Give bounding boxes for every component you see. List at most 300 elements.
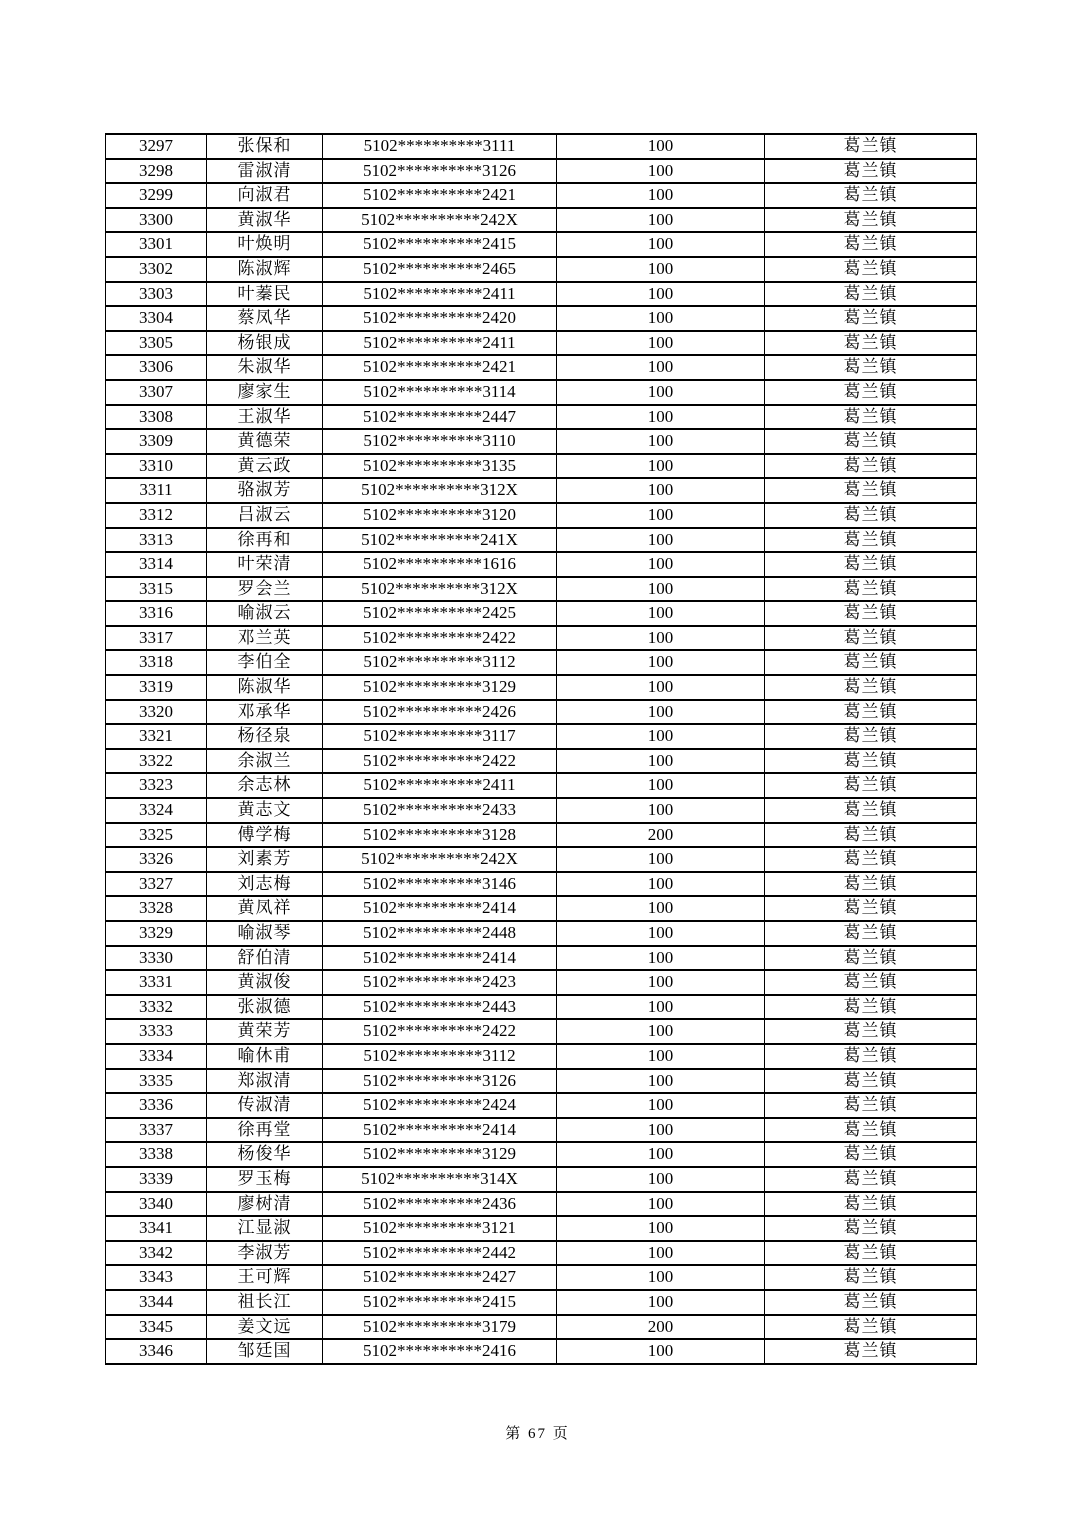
cell-amount: 100 [557, 1192, 765, 1217]
cell-person-name: 吕淑云 [207, 503, 323, 528]
cell-serial-number: 3299 [106, 183, 207, 208]
cell-masked-id: 5102**********3120 [323, 503, 557, 528]
cell-masked-id: 5102**********2421 [323, 183, 557, 208]
cell-town: 葛兰镇 [765, 1265, 977, 1290]
cell-amount: 100 [557, 478, 765, 503]
table-row [106, 355, 977, 380]
cell-amount: 100 [557, 872, 765, 897]
cell-amount: 100 [557, 552, 765, 577]
cell-amount: 100 [557, 970, 765, 995]
cell-amount: 100 [557, 257, 765, 282]
cell-amount: 100 [557, 1167, 765, 1192]
cell-serial-number: 3320 [106, 700, 207, 725]
cell-masked-id: 5102**********2442 [323, 1241, 557, 1266]
cell-town: 葛兰镇 [765, 1192, 977, 1217]
cell-serial-number: 3323 [106, 773, 207, 798]
cell-amount: 100 [557, 429, 765, 454]
cell-person-name: 余志林 [207, 773, 323, 798]
cell-person-name: 向淑君 [207, 183, 323, 208]
cell-town: 葛兰镇 [765, 331, 977, 356]
cell-masked-id: 5102**********312X [323, 478, 557, 503]
cell-serial-number: 3346 [106, 1339, 207, 1364]
table-row [106, 454, 977, 479]
cell-person-name: 雷淑清 [207, 159, 323, 184]
cell-masked-id: 5102**********2414 [323, 896, 557, 921]
cell-amount: 200 [557, 1315, 765, 1340]
cell-person-name: 江显淑 [207, 1216, 323, 1241]
cell-person-name: 骆淑芳 [207, 478, 323, 503]
cell-town: 葛兰镇 [765, 552, 977, 577]
table-row [106, 1290, 977, 1315]
cell-person-name: 廖树清 [207, 1192, 323, 1217]
page-number-footer: 第 67 页 [505, 1426, 570, 1442]
cell-person-name: 李淑芳 [207, 1241, 323, 1266]
cell-person-name: 祖长江 [207, 1290, 323, 1315]
cell-serial-number: 3328 [106, 896, 207, 921]
cell-amount: 100 [557, 1069, 765, 1094]
cell-serial-number: 3345 [106, 1315, 207, 1340]
table-row [106, 724, 977, 749]
cell-masked-id: 5102**********3128 [323, 823, 557, 848]
cell-person-name: 陈淑华 [207, 675, 323, 700]
table-row [106, 749, 977, 774]
cell-masked-id: 5102**********2426 [323, 700, 557, 725]
cell-serial-number: 3319 [106, 675, 207, 700]
table-row [106, 847, 977, 872]
cell-town: 葛兰镇 [765, 1044, 977, 1069]
table-row [106, 1192, 977, 1217]
cell-amount: 200 [557, 823, 765, 848]
cell-masked-id: 5102**********2415 [323, 232, 557, 257]
cell-serial-number: 3343 [106, 1265, 207, 1290]
cell-masked-id: 5102**********2433 [323, 798, 557, 823]
cell-town: 葛兰镇 [765, 503, 977, 528]
cell-amount: 100 [557, 1265, 765, 1290]
table-row [106, 1315, 977, 1340]
cell-serial-number: 3314 [106, 552, 207, 577]
cell-person-name: 传淑清 [207, 1093, 323, 1118]
cell-amount: 100 [557, 1044, 765, 1069]
beneficiary-table [105, 133, 977, 1365]
table-row [106, 823, 977, 848]
table-row [106, 1241, 977, 1266]
cell-amount: 100 [557, 724, 765, 749]
cell-serial-number: 3329 [106, 921, 207, 946]
table-row [106, 429, 977, 454]
table-row [106, 995, 977, 1020]
table-row [106, 528, 977, 553]
cell-serial-number: 3312 [106, 503, 207, 528]
cell-serial-number: 3342 [106, 1241, 207, 1266]
cell-masked-id: 5102**********2411 [323, 282, 557, 307]
cell-amount: 100 [557, 749, 765, 774]
cell-masked-id: 5102**********242X [323, 208, 557, 233]
cell-person-name: 刘素芳 [207, 847, 323, 872]
cell-masked-id: 5102**********2415 [323, 1290, 557, 1315]
cell-serial-number: 3333 [106, 1019, 207, 1044]
cell-amount: 100 [557, 1093, 765, 1118]
cell-town: 葛兰镇 [765, 921, 977, 946]
cell-serial-number: 3315 [106, 577, 207, 602]
cell-masked-id: 5102**********3111 [323, 134, 557, 159]
cell-town: 葛兰镇 [765, 1216, 977, 1241]
table-row [106, 626, 977, 651]
cell-amount: 100 [557, 921, 765, 946]
cell-serial-number: 3303 [106, 282, 207, 307]
cell-masked-id: 5102**********2420 [323, 306, 557, 331]
table-body [106, 134, 977, 1364]
cell-town: 葛兰镇 [765, 724, 977, 749]
cell-person-name: 邓兰英 [207, 626, 323, 651]
cell-masked-id: 5102**********2422 [323, 1019, 557, 1044]
cell-masked-id: 5102**********2447 [323, 405, 557, 430]
cell-person-name: 罗玉梅 [207, 1167, 323, 1192]
cell-town: 葛兰镇 [765, 232, 977, 257]
table-row [106, 208, 977, 233]
cell-town: 葛兰镇 [765, 134, 977, 159]
cell-amount: 100 [557, 1216, 765, 1241]
cell-masked-id: 5102**********2424 [323, 1093, 557, 1118]
cell-masked-id: 5102**********3135 [323, 454, 557, 479]
cell-serial-number: 3344 [106, 1290, 207, 1315]
cell-person-name: 杨径泉 [207, 724, 323, 749]
cell-person-name: 叶蓁民 [207, 282, 323, 307]
table-row [106, 257, 977, 282]
cell-amount: 100 [557, 1142, 765, 1167]
cell-amount: 100 [557, 626, 765, 651]
cell-masked-id: 5102**********242X [323, 847, 557, 872]
cell-town: 葛兰镇 [765, 454, 977, 479]
cell-masked-id: 5102**********3146 [323, 872, 557, 897]
cell-amount: 100 [557, 282, 765, 307]
table-row [106, 601, 977, 626]
cell-masked-id: 5102**********2425 [323, 601, 557, 626]
cell-amount: 100 [557, 355, 765, 380]
cell-person-name: 喻淑云 [207, 601, 323, 626]
cell-person-name: 叶荣清 [207, 552, 323, 577]
cell-town: 葛兰镇 [765, 429, 977, 454]
cell-town: 葛兰镇 [765, 626, 977, 651]
cell-town: 葛兰镇 [765, 970, 977, 995]
cell-masked-id: 5102**********2427 [323, 1265, 557, 1290]
cell-town: 葛兰镇 [765, 355, 977, 380]
cell-serial-number: 3311 [106, 478, 207, 503]
cell-town: 葛兰镇 [765, 675, 977, 700]
table-row [106, 946, 977, 971]
cell-serial-number: 3302 [106, 257, 207, 282]
cell-person-name: 叶焕明 [207, 232, 323, 257]
cell-person-name: 邓承华 [207, 700, 323, 725]
cell-person-name: 徐再堂 [207, 1118, 323, 1143]
cell-town: 葛兰镇 [765, 847, 977, 872]
cell-masked-id: 5102**********2436 [323, 1192, 557, 1217]
table-row [106, 331, 977, 356]
table-row [106, 1216, 977, 1241]
cell-amount: 100 [557, 847, 765, 872]
cell-amount: 100 [557, 1241, 765, 1266]
cell-masked-id: 5102**********3126 [323, 159, 557, 184]
cell-amount: 100 [557, 380, 765, 405]
cell-amount: 100 [557, 995, 765, 1020]
table-row [106, 577, 977, 602]
cell-masked-id: 5102**********3110 [323, 429, 557, 454]
cell-amount: 100 [557, 650, 765, 675]
cell-amount: 100 [557, 331, 765, 356]
cell-town: 葛兰镇 [765, 995, 977, 1020]
cell-amount: 100 [557, 405, 765, 430]
cell-town: 葛兰镇 [765, 257, 977, 282]
cell-masked-id: 5102**********2416 [323, 1339, 557, 1364]
cell-person-name: 王淑华 [207, 405, 323, 430]
cell-town: 葛兰镇 [765, 1339, 977, 1364]
cell-masked-id: 5102**********3129 [323, 1142, 557, 1167]
cell-masked-id: 5102**********312X [323, 577, 557, 602]
cell-town: 葛兰镇 [765, 650, 977, 675]
table-row [106, 1093, 977, 1118]
cell-town: 葛兰镇 [765, 528, 977, 553]
cell-town: 葛兰镇 [765, 1167, 977, 1192]
cell-masked-id: 5102**********3179 [323, 1315, 557, 1340]
cell-town: 葛兰镇 [765, 798, 977, 823]
cell-person-name: 傅学梅 [207, 823, 323, 848]
cell-amount: 100 [557, 896, 765, 921]
cell-masked-id: 5102**********2411 [323, 331, 557, 356]
cell-amount: 100 [557, 183, 765, 208]
cell-town: 葛兰镇 [765, 208, 977, 233]
cell-serial-number: 3334 [106, 1044, 207, 1069]
cell-masked-id: 5102**********3112 [323, 1044, 557, 1069]
cell-person-name: 黄淑俊 [207, 970, 323, 995]
table-row [106, 970, 977, 995]
cell-serial-number: 3300 [106, 208, 207, 233]
cell-amount: 100 [557, 1339, 765, 1364]
cell-town: 葛兰镇 [765, 282, 977, 307]
cell-serial-number: 3316 [106, 601, 207, 626]
cell-serial-number: 3308 [106, 405, 207, 430]
table-row [106, 1265, 977, 1290]
cell-town: 葛兰镇 [765, 1118, 977, 1143]
cell-town: 葛兰镇 [765, 183, 977, 208]
cell-person-name: 徐再和 [207, 528, 323, 553]
table-row [106, 1118, 977, 1143]
cell-serial-number: 3301 [106, 232, 207, 257]
cell-town: 葛兰镇 [765, 700, 977, 725]
cell-person-name: 喻休甫 [207, 1044, 323, 1069]
cell-town: 葛兰镇 [765, 577, 977, 602]
table-row [106, 478, 977, 503]
cell-person-name: 余淑兰 [207, 749, 323, 774]
table-row [106, 675, 977, 700]
cell-town: 葛兰镇 [765, 773, 977, 798]
table-row [106, 650, 977, 675]
cell-person-name: 喻淑琴 [207, 921, 323, 946]
cell-masked-id: 5102**********3129 [323, 675, 557, 700]
cell-town: 葛兰镇 [765, 946, 977, 971]
cell-masked-id: 5102**********3114 [323, 380, 557, 405]
table-row [106, 798, 977, 823]
cell-serial-number: 3322 [106, 749, 207, 774]
cell-town: 葛兰镇 [765, 1290, 977, 1315]
table-row [106, 1339, 977, 1364]
cell-masked-id: 5102**********314X [323, 1167, 557, 1192]
cell-serial-number: 3335 [106, 1069, 207, 1094]
cell-serial-number: 3340 [106, 1192, 207, 1217]
cell-serial-number: 3318 [106, 650, 207, 675]
cell-town: 葛兰镇 [765, 405, 977, 430]
cell-person-name: 张保和 [207, 134, 323, 159]
cell-serial-number: 3341 [106, 1216, 207, 1241]
cell-person-name: 杨俊华 [207, 1142, 323, 1167]
cell-serial-number: 3313 [106, 528, 207, 553]
cell-amount: 100 [557, 577, 765, 602]
cell-person-name: 陈淑辉 [207, 257, 323, 282]
cell-person-name: 黄德荣 [207, 429, 323, 454]
table-row [106, 232, 977, 257]
cell-town: 葛兰镇 [765, 896, 977, 921]
cell-amount: 100 [557, 208, 765, 233]
cell-amount: 100 [557, 528, 765, 553]
cell-person-name: 廖家生 [207, 380, 323, 405]
cell-person-name: 邹廷国 [207, 1339, 323, 1364]
cell-town: 葛兰镇 [765, 872, 977, 897]
cell-serial-number: 3338 [106, 1142, 207, 1167]
table-row [106, 159, 977, 184]
table-row [106, 282, 977, 307]
cell-person-name: 刘志梅 [207, 872, 323, 897]
cell-masked-id: 5102**********1616 [323, 552, 557, 577]
cell-serial-number: 3304 [106, 306, 207, 331]
cell-town: 葛兰镇 [765, 1315, 977, 1340]
table-row [106, 1142, 977, 1167]
cell-person-name: 李伯全 [207, 650, 323, 675]
cell-amount: 100 [557, 601, 765, 626]
cell-serial-number: 3326 [106, 847, 207, 872]
cell-masked-id: 5102**********3126 [323, 1069, 557, 1094]
cell-serial-number: 3298 [106, 159, 207, 184]
cell-person-name: 黄荣芳 [207, 1019, 323, 1044]
cell-serial-number: 3309 [106, 429, 207, 454]
cell-town: 葛兰镇 [765, 601, 977, 626]
cell-amount: 100 [557, 700, 765, 725]
cell-serial-number: 3321 [106, 724, 207, 749]
cell-amount: 100 [557, 1019, 765, 1044]
cell-amount: 100 [557, 798, 765, 823]
cell-serial-number: 3307 [106, 380, 207, 405]
cell-amount: 100 [557, 503, 765, 528]
table-row [106, 700, 977, 725]
table-row [106, 773, 977, 798]
cell-serial-number: 3331 [106, 970, 207, 995]
cell-masked-id: 5102**********2448 [323, 921, 557, 946]
table-row [106, 1019, 977, 1044]
cell-town: 葛兰镇 [765, 1093, 977, 1118]
cell-town: 葛兰镇 [765, 1019, 977, 1044]
cell-masked-id: 5102**********3117 [323, 724, 557, 749]
cell-person-name: 黄志文 [207, 798, 323, 823]
table-row [106, 872, 977, 897]
cell-masked-id: 5102**********3121 [323, 1216, 557, 1241]
cell-person-name: 朱淑华 [207, 355, 323, 380]
cell-serial-number: 3306 [106, 355, 207, 380]
table-row [106, 552, 977, 577]
cell-person-name: 姜文远 [207, 1315, 323, 1340]
cell-person-name: 杨银成 [207, 331, 323, 356]
cell-town: 葛兰镇 [765, 1142, 977, 1167]
cell-amount: 100 [557, 1118, 765, 1143]
cell-serial-number: 3339 [106, 1167, 207, 1192]
cell-town: 葛兰镇 [765, 1069, 977, 1094]
table-row [106, 1167, 977, 1192]
cell-amount: 100 [557, 454, 765, 479]
cell-town: 葛兰镇 [765, 749, 977, 774]
table-row [106, 1069, 977, 1094]
table-row [106, 1044, 977, 1069]
table-row [106, 896, 977, 921]
cell-town: 葛兰镇 [765, 823, 977, 848]
cell-amount: 100 [557, 1290, 765, 1315]
table-row [106, 183, 977, 208]
cell-amount: 100 [557, 232, 765, 257]
table-row [106, 503, 977, 528]
cell-masked-id: 5102**********2421 [323, 355, 557, 380]
cell-person-name: 郑淑清 [207, 1069, 323, 1094]
cell-serial-number: 3337 [106, 1118, 207, 1143]
cell-serial-number: 3336 [106, 1093, 207, 1118]
cell-masked-id: 5102**********2414 [323, 946, 557, 971]
table-row [106, 306, 977, 331]
cell-person-name: 舒伯清 [207, 946, 323, 971]
cell-serial-number: 3327 [106, 872, 207, 897]
cell-person-name: 黄凤祥 [207, 896, 323, 921]
cell-town: 葛兰镇 [765, 159, 977, 184]
cell-masked-id: 5102**********2414 [323, 1118, 557, 1143]
table-row [106, 134, 977, 159]
cell-person-name: 黄云政 [207, 454, 323, 479]
cell-serial-number: 3297 [106, 134, 207, 159]
cell-masked-id: 5102**********2411 [323, 773, 557, 798]
cell-masked-id: 5102**********3112 [323, 650, 557, 675]
cell-serial-number: 3332 [106, 995, 207, 1020]
cell-amount: 100 [557, 306, 765, 331]
cell-serial-number: 3310 [106, 454, 207, 479]
cell-amount: 100 [557, 159, 765, 184]
cell-masked-id: 5102**********241X [323, 528, 557, 553]
cell-masked-id: 5102**********2422 [323, 626, 557, 651]
cell-person-name: 黄淑华 [207, 208, 323, 233]
table-row [106, 405, 977, 430]
cell-town: 葛兰镇 [765, 306, 977, 331]
cell-person-name: 罗会兰 [207, 577, 323, 602]
cell-person-name: 张淑德 [207, 995, 323, 1020]
cell-masked-id: 5102**********2465 [323, 257, 557, 282]
table-row [106, 380, 977, 405]
cell-town: 葛兰镇 [765, 1241, 977, 1266]
cell-person-name: 王可辉 [207, 1265, 323, 1290]
cell-amount: 100 [557, 675, 765, 700]
cell-amount: 100 [557, 134, 765, 159]
cell-serial-number: 3324 [106, 798, 207, 823]
cell-masked-id: 5102**********2443 [323, 995, 557, 1020]
cell-serial-number: 3330 [106, 946, 207, 971]
cell-amount: 100 [557, 946, 765, 971]
cell-town: 葛兰镇 [765, 478, 977, 503]
cell-town: 葛兰镇 [765, 380, 977, 405]
cell-masked-id: 5102**********2423 [323, 970, 557, 995]
cell-person-name: 蔡凤华 [207, 306, 323, 331]
cell-serial-number: 3325 [106, 823, 207, 848]
cell-serial-number: 3305 [106, 331, 207, 356]
table-row [106, 921, 977, 946]
